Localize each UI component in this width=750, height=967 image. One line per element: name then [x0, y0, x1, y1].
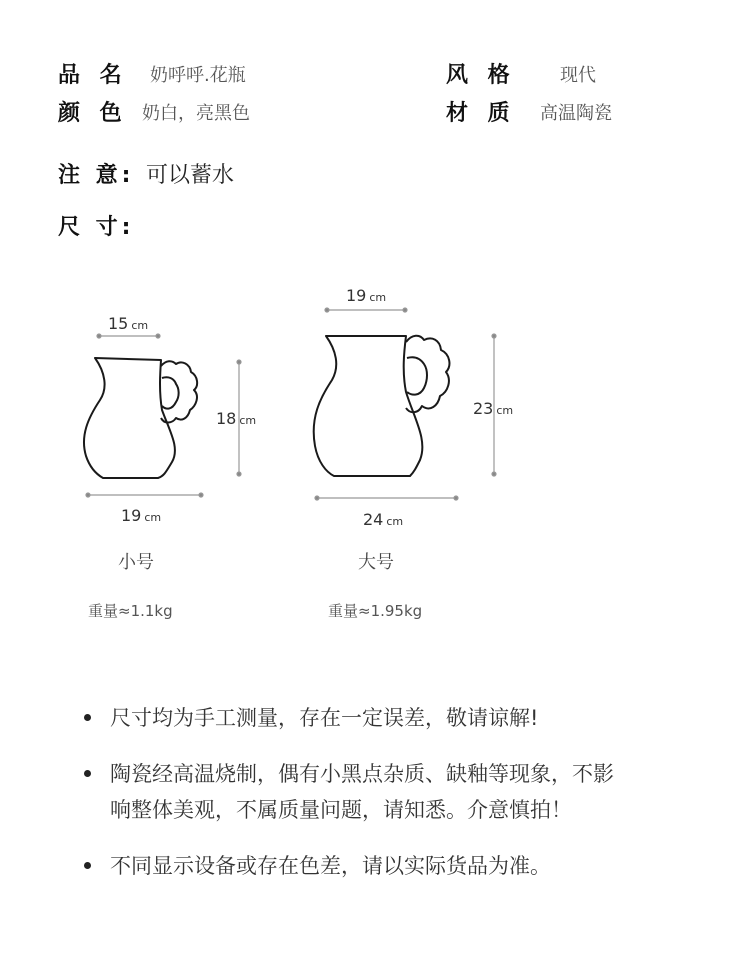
- large-vase-illustration: [314, 336, 450, 476]
- color-value: 奶白，亮黑色: [142, 103, 250, 124]
- note-ceramic-line1: 陶瓷经高温烧制，偶有小黑点杂质、缺釉等现象，不影: [110, 762, 614, 786]
- small-vase-illustration: [84, 358, 197, 478]
- large-height: 23 cm: [473, 399, 514, 418]
- style-label: 风 格: [446, 63, 516, 88]
- color-label: 颜 色: [58, 101, 128, 126]
- size-heading: 尺 寸:: [58, 215, 135, 240]
- note-ceramic-line2: 响整体美观，不属质量问题，请知悉。介意慎拍！: [110, 798, 572, 822]
- product-name-label: 品 名: [58, 63, 128, 88]
- material-label: 材 质: [446, 101, 516, 126]
- small-base-width: 19 cm: [121, 506, 162, 525]
- notice-label: 注 意:: [58, 163, 135, 188]
- small-height: 18 cm: [216, 409, 257, 428]
- bullet-dot: [84, 714, 91, 721]
- large-weight: 重量≈1.95kg: [328, 602, 423, 620]
- large-size-name: 大号: [358, 552, 394, 573]
- material-value: 高温陶瓷: [540, 103, 612, 124]
- small-size-name: 小号: [118, 552, 154, 573]
- large-top-width: 19 cm: [346, 286, 387, 305]
- notice-value: 可以蓄水: [146, 163, 235, 188]
- bullet-dot: [84, 770, 91, 777]
- large-base-width: 24 cm: [363, 510, 404, 529]
- style-value: 现代: [560, 65, 596, 86]
- small-top-width: 15 cm: [108, 314, 149, 333]
- product-name-value: 奶呼呼.花瓶: [150, 65, 246, 86]
- note-measurement: 尺寸均为手工测量，存在一定误差，敬请谅解!: [110, 706, 539, 730]
- bullet-dot: [84, 862, 91, 869]
- small-weight: 重量≈1.1kg: [88, 602, 173, 620]
- note-color-difference: 不同显示设备或存在色差，请以实际货品为准。: [110, 854, 551, 878]
